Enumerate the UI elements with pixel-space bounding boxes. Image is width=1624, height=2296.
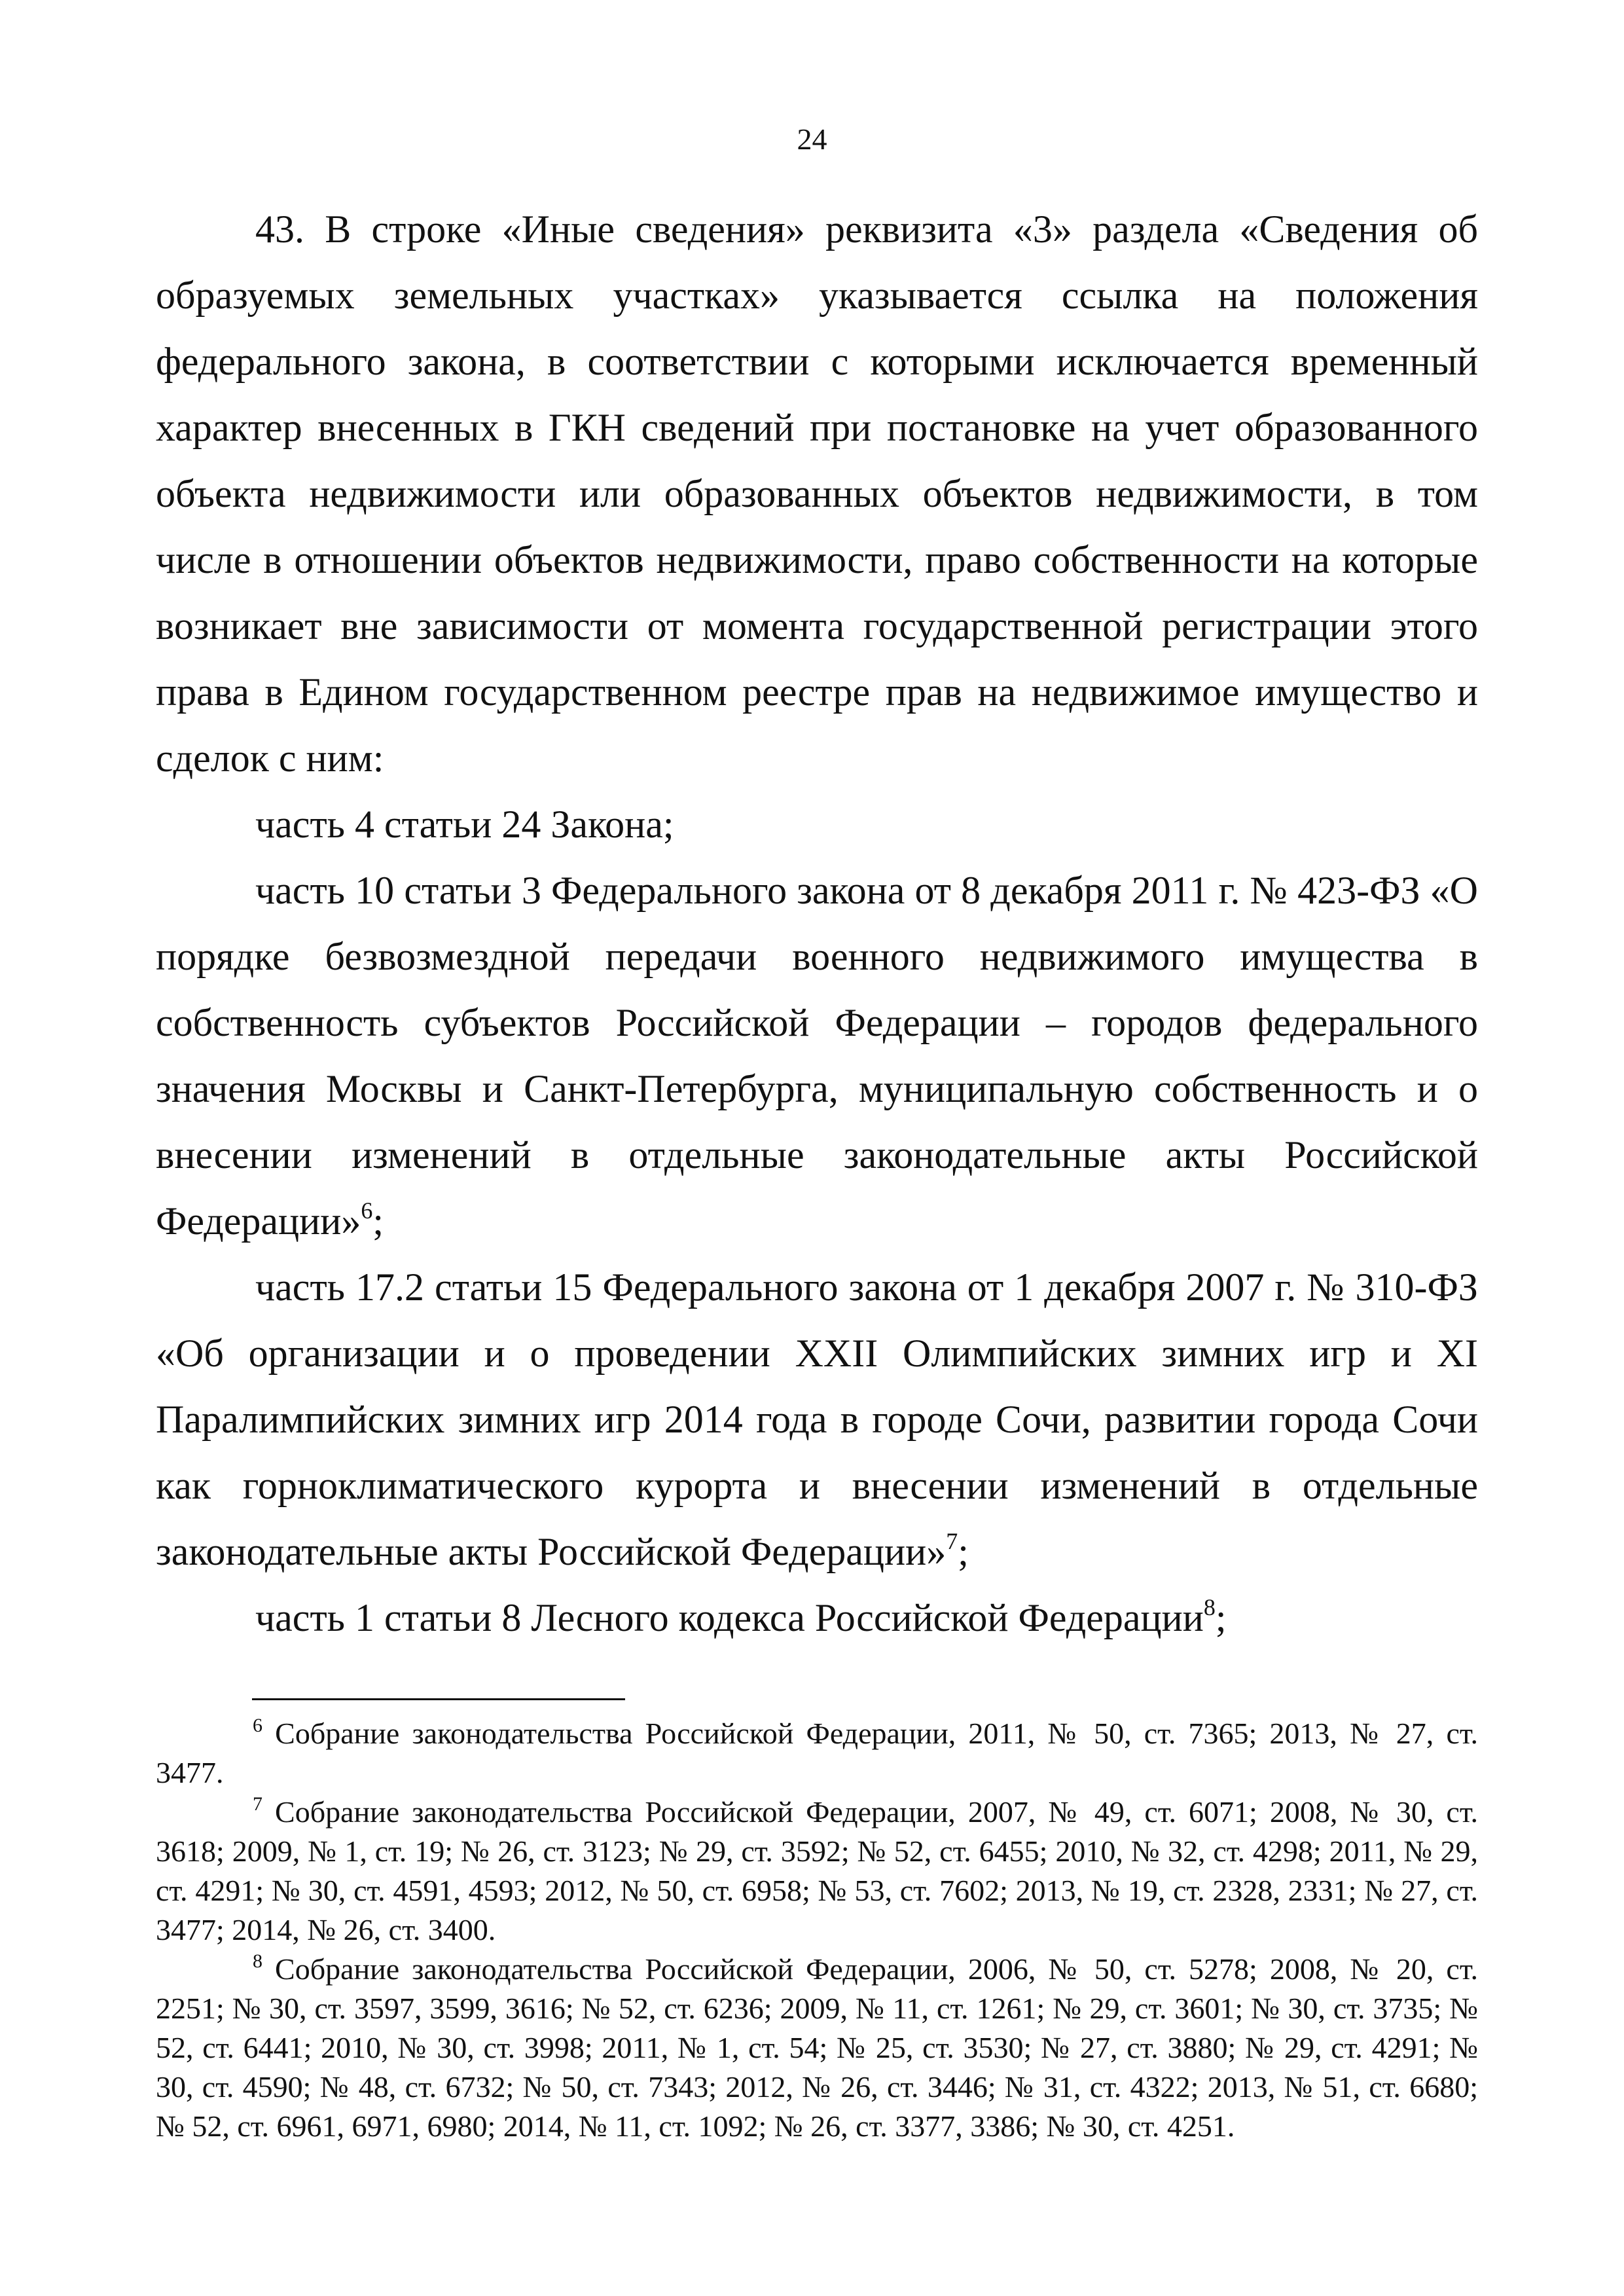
body-text — [156, 196, 1478, 1651]
footnote-8 — [156, 1950, 1478, 2146]
paragraph-law-423-fz — [156, 858, 1478, 1254]
paragraph-text: часть 1 статьи 8 Лесного кодекса Российской Федерации — [255, 1596, 1204, 1639]
paragraph-law-310-fz — [156, 1254, 1478, 1585]
footnote-text: Собрание законодательства Российской Федерации, 2007, № 49, ст. 6071; 2008, № 30, ст. 3618; 2009, № 1, ст. 19; № 26, ст. 3123; № 29, ст. 3592; № 52, ст. 6455; 2010, № 32, ст. 4298; 2011, № 29, ст. 4291; № 30, ст. 4591, 4593; 2012, № 50, ст. 6958; № 53, ст. 7602; 2013, № 19, ст. 2328, 2331; № 27, ст. 3477; 2014, № 26, ст. 3400. — [156, 1795, 1478, 1946]
paragraph-forest-code — [156, 1585, 1478, 1651]
footnote-divider — [252, 1698, 625, 1700]
paragraph-law-part-4: часть 4 статьи 24 Закона; — [255, 803, 674, 846]
paragraph-text: часть 17.2 статьи 15 Федерального закона от 1 декабря 2007 г. № 310-ФЗ «Об организации и о проведении XXII Олимпийских зимних игр и XI Паралимпийских зимних игр 2014 года в городе Сочи, развитии города Сочи как горноклиматического курорта и внесении изменений в отдельные законодательные акты Российской Федерации» — [156, 1266, 1478, 1573]
page-number: 24 — [797, 122, 827, 156]
footnote-7 — [156, 1793, 1478, 1950]
paragraph-43: 43. В строке «Иные сведения» реквизита «3» раздела «Сведения об образуемых земельных участках» указывается ссылка на положения федерального закона, в соответствии с которыми исключается временный характер внесенных в ГКН сведений при постановке на учет образованного объекта недвижимости или образованных объектов недвижимости, в том числе в отношении объектов недвижимости, право собственности на которые возникает вне зависимости от момента государственной регистрации этого права в Едином государственном реестре прав на недвижимое имущество и сделок с ним: — [156, 208, 1478, 780]
footnote-number: 6 — [253, 1715, 262, 1736]
paragraph-punct: ; — [958, 1530, 969, 1573]
footnote-6 — [156, 1714, 1478, 1793]
footnote-ref[interactable]: 7 — [946, 1528, 958, 1554]
paragraph-punct: ; — [1215, 1596, 1227, 1639]
footnote-number: 8 — [253, 1950, 262, 1972]
paragraph-punct: ; — [372, 1199, 384, 1243]
footnote-ref[interactable]: 8 — [1203, 1594, 1216, 1620]
footnote-text: Собрание законодательства Российской Федерации, 2011, № 50, ст. 7365; 2013, № 27, ст. 3477. — [156, 1717, 1479, 1789]
footnotes — [156, 1714, 1478, 2146]
footnote-text: Собрание законодательства Российской Федерации, 2006, № 50, ст. 5278; 2008, № 20, ст. 2251; № 30, ст. 3597, 3599, 3616; № 52, ст. 6236; 2009, № 11, ст. 1261; № 29, ст. 3601; № 30, ст. 3735; № 52, ст. 6441; 2010, № 30, ст. 3998; 2011, № 1, ст. 54; № 25, ст. 3530; № 27, ст. 3880; № 29, ст. 4291; № 30, ст. 4590; № 48, ст. 6732; № 50, ст. 7343; 2012, № 26, ст. 3446; № 31, ст. 4322; 2013, № 51, ст. 6680; № 52, ст. 6961, 6971, 6980; 2014, № 11, ст. 1092; № 26, ст. 3377, 3386; № 30, ст. 4251. — [156, 1952, 1478, 2143]
footnote-number: 7 — [253, 1793, 262, 1815]
paragraph-text: часть 10 статьи 3 Федерального закона от 8 декабря 2011 г. № 423-ФЗ «О порядке безвозмездной передачи военного недвижимого имущества в собственность субъектов Российской Федерации – городов федерального значения Москвы и Санкт-Петербурга, муниципальную собственность и о внесении изменений в отдельные законодательные акты Российской Федерации» — [156, 869, 1478, 1243]
footnote-ref[interactable]: 6 — [361, 1197, 373, 1224]
